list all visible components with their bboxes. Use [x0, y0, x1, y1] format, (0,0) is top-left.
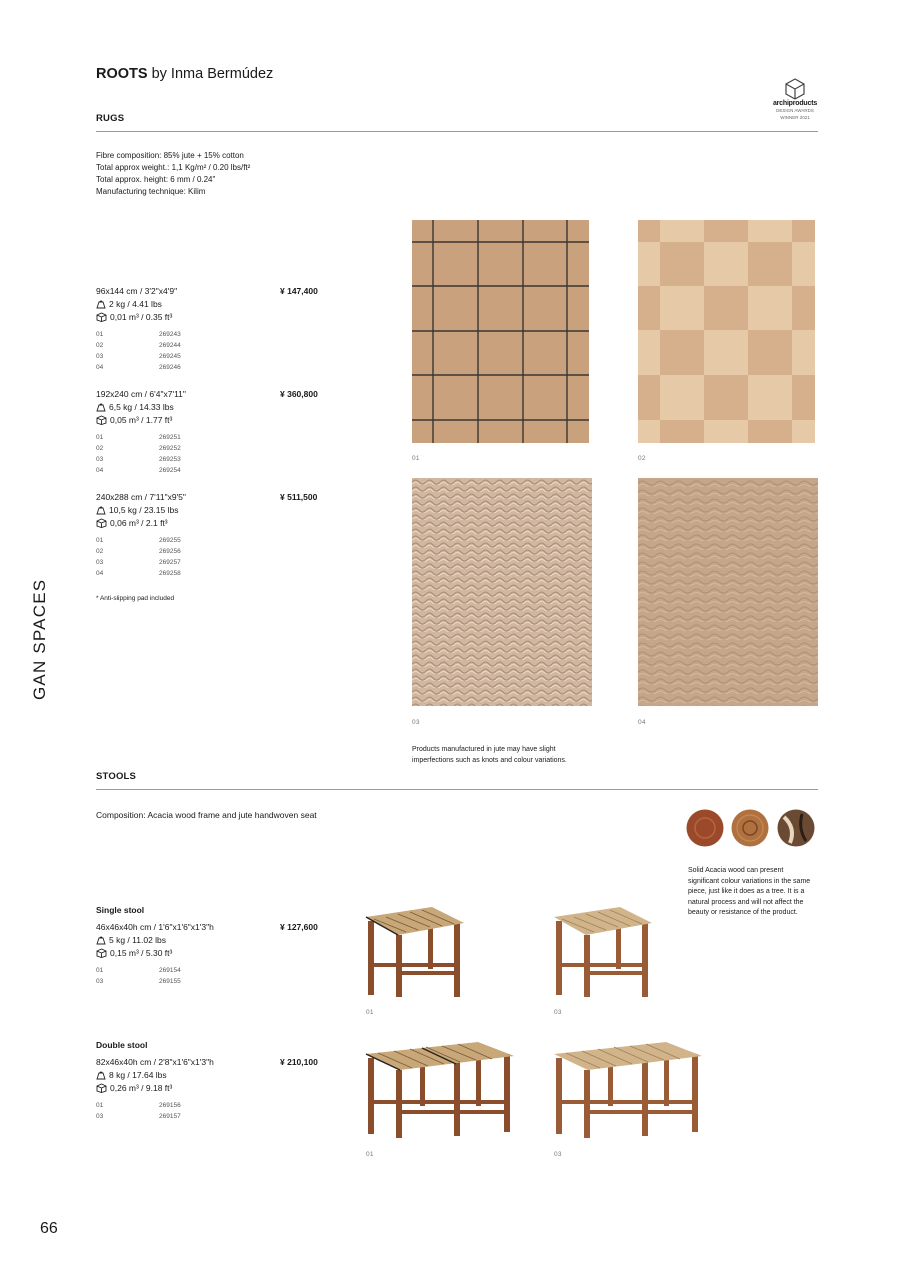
wood-swatch: [687, 810, 724, 847]
wood-swatches: [686, 809, 818, 849]
single-stool-weight: 5 kg / 11.02 lbs: [96, 935, 166, 945]
rug-weight-3: 10,5 kg / 23.15 lbs: [96, 505, 178, 515]
stools-heading: STOOLS: [96, 771, 137, 782]
rug-weight-2: 6,5 kg / 14.33 lbs: [96, 402, 174, 412]
code-row: 01 269243: [96, 331, 181, 338]
code-row: 01 269154: [96, 967, 181, 974]
code-row: 01 269156: [96, 1102, 181, 1109]
jute-note: Products manufactured in jute may have slight imperfections such as knots and colour variations.: [412, 746, 567, 764]
rug-image-03: [412, 478, 592, 706]
code-row: 01 269251: [96, 434, 181, 441]
single-stool-caption-01: 01: [366, 1009, 374, 1016]
logo-winner: WINNER 2021: [780, 115, 810, 120]
page-number: 66: [40, 1220, 58, 1237]
spec-line: Total approx weight.: 1,1 Kg/m² / 0.20 lbs/ft²: [96, 163, 251, 172]
code-row: 02 269256: [96, 548, 181, 555]
spec-line: Total approx. height: 6 mm / 0.24": [96, 175, 216, 184]
anti-slip-footnote: * Anti-slipping pad included: [96, 595, 175, 602]
rugs-specs: [96, 150, 250, 198]
rug-price-2: ¥ 360,800: [280, 389, 318, 399]
spec-line: Fibre composition: 85% jute + 15% cotton: [96, 151, 244, 160]
rug-caption-02: 02: [638, 455, 646, 462]
single-stool-price: ¥ 127,600: [280, 922, 318, 932]
single-stool-codes: [96, 965, 181, 987]
logo-name: archiproducts: [772, 100, 818, 107]
cube-logo-icon: [785, 78, 805, 100]
weight-icon: [96, 402, 106, 412]
code-row: 02 269252: [96, 445, 181, 452]
box-icon: [96, 312, 107, 322]
code-row: 03 269257: [96, 559, 181, 566]
single-stool-image-01: [364, 905, 466, 1000]
wood-note: Solid Acacia wood can present significant colour variations in the same piece, just like it does as a tree. It is a natural process and will not affect the beauty or resistance of the product.: [688, 867, 811, 916]
code-row: 04 269254: [96, 467, 181, 474]
rug-codes-3: [96, 535, 181, 579]
double-stool-weight: 8 kg / 17.64 lbs: [96, 1070, 167, 1080]
code-row: 03 269155: [96, 978, 181, 985]
code-row: 03 269157: [96, 1113, 181, 1120]
rug-caption-04: 04: [638, 719, 646, 726]
rug-image-01: [412, 220, 589, 443]
brand-name: ROOTS: [96, 66, 148, 82]
box-icon: [96, 415, 107, 425]
double-stool-price: ¥ 210,100: [280, 1057, 318, 1067]
double-stool-caption-03: 03: [554, 1151, 562, 1158]
double-stool-image-01: [364, 1040, 516, 1142]
single-stool-image-03: [552, 905, 654, 1000]
rug-price-1: ¥ 147,400: [280, 286, 318, 296]
rug-volume-1: 0,01 m³ / 0.35 ft³: [96, 312, 172, 322]
double-stool-caption-01: 01: [366, 1151, 374, 1158]
rug-volume-3: 0,06 m³ / 2.1 ft³: [96, 518, 168, 528]
weight-icon: [96, 299, 106, 309]
single-stool-caption-03: 03: [554, 1009, 562, 1016]
box-icon: [96, 518, 107, 528]
page-title: [96, 66, 273, 82]
rug-size-2: 192x240 cm / 6'4"x7'11": [96, 389, 186, 399]
rug-caption-01: 01: [412, 455, 420, 462]
side-label: GAN SPACES: [30, 578, 49, 700]
rugs-divider: [96, 131, 818, 132]
box-icon: [96, 948, 107, 958]
rug-codes-1: [96, 329, 181, 373]
stools-composition: Composition: Acacia wood frame and jute handwoven seat: [96, 810, 317, 820]
single-stool-volume: 0,15 m³ / 5.30 ft³: [96, 948, 172, 958]
rug-caption-03: 03: [412, 719, 420, 726]
logo-subtitle: DESIGN AWARDS: [776, 108, 814, 113]
spec-line: Manufacturing technique: Kilim: [96, 187, 206, 196]
double-stool-codes: [96, 1100, 181, 1122]
rug-size-1: 96x144 cm / 3'2"x4'9": [96, 286, 178, 296]
box-icon: [96, 1083, 107, 1093]
double-stool-image-03: [552, 1040, 704, 1142]
code-row: 04 269246: [96, 364, 181, 371]
rug-volume-2: 0,05 m³ / 1.77 ft³: [96, 415, 172, 425]
rug-codes-2: [96, 432, 181, 476]
rug-size-3: 240x288 cm / 7'11"x9'5": [96, 492, 186, 502]
weight-icon: [96, 935, 106, 945]
weight-icon: [96, 505, 106, 515]
rug-weight-1: 2 kg / 4.41 lbs: [96, 299, 162, 309]
rug-image-02: [638, 220, 815, 443]
code-row: 02 269244: [96, 342, 181, 349]
single-stool-title: Single stool: [96, 905, 145, 915]
rug-image-04: [638, 478, 818, 706]
award-logo: [770, 78, 820, 120]
rugs-heading: RUGS: [96, 113, 125, 124]
code-row: 03 269245: [96, 353, 181, 360]
single-stool-size: 46x46x40h cm / 1'6"x1'6"x1'3"h: [96, 922, 214, 932]
double-stool-size: 82x46x40h cm / 2'8"x1'6"x1'3"h: [96, 1057, 214, 1067]
designer-name: by Inma Bermúdez: [151, 66, 274, 82]
rug-price-3: ¥ 511,500: [280, 492, 318, 502]
double-stool-title: Double stool: [96, 1040, 148, 1050]
wood-swatch: [778, 810, 815, 847]
code-row: 04 269258: [96, 570, 181, 577]
double-stool-volume: 0,26 m³ / 9.18 ft³: [96, 1083, 172, 1093]
stools-divider: [96, 789, 818, 790]
code-row: 03 269253: [96, 456, 181, 463]
code-row: 01 269255: [96, 537, 181, 544]
weight-icon: [96, 1070, 106, 1080]
